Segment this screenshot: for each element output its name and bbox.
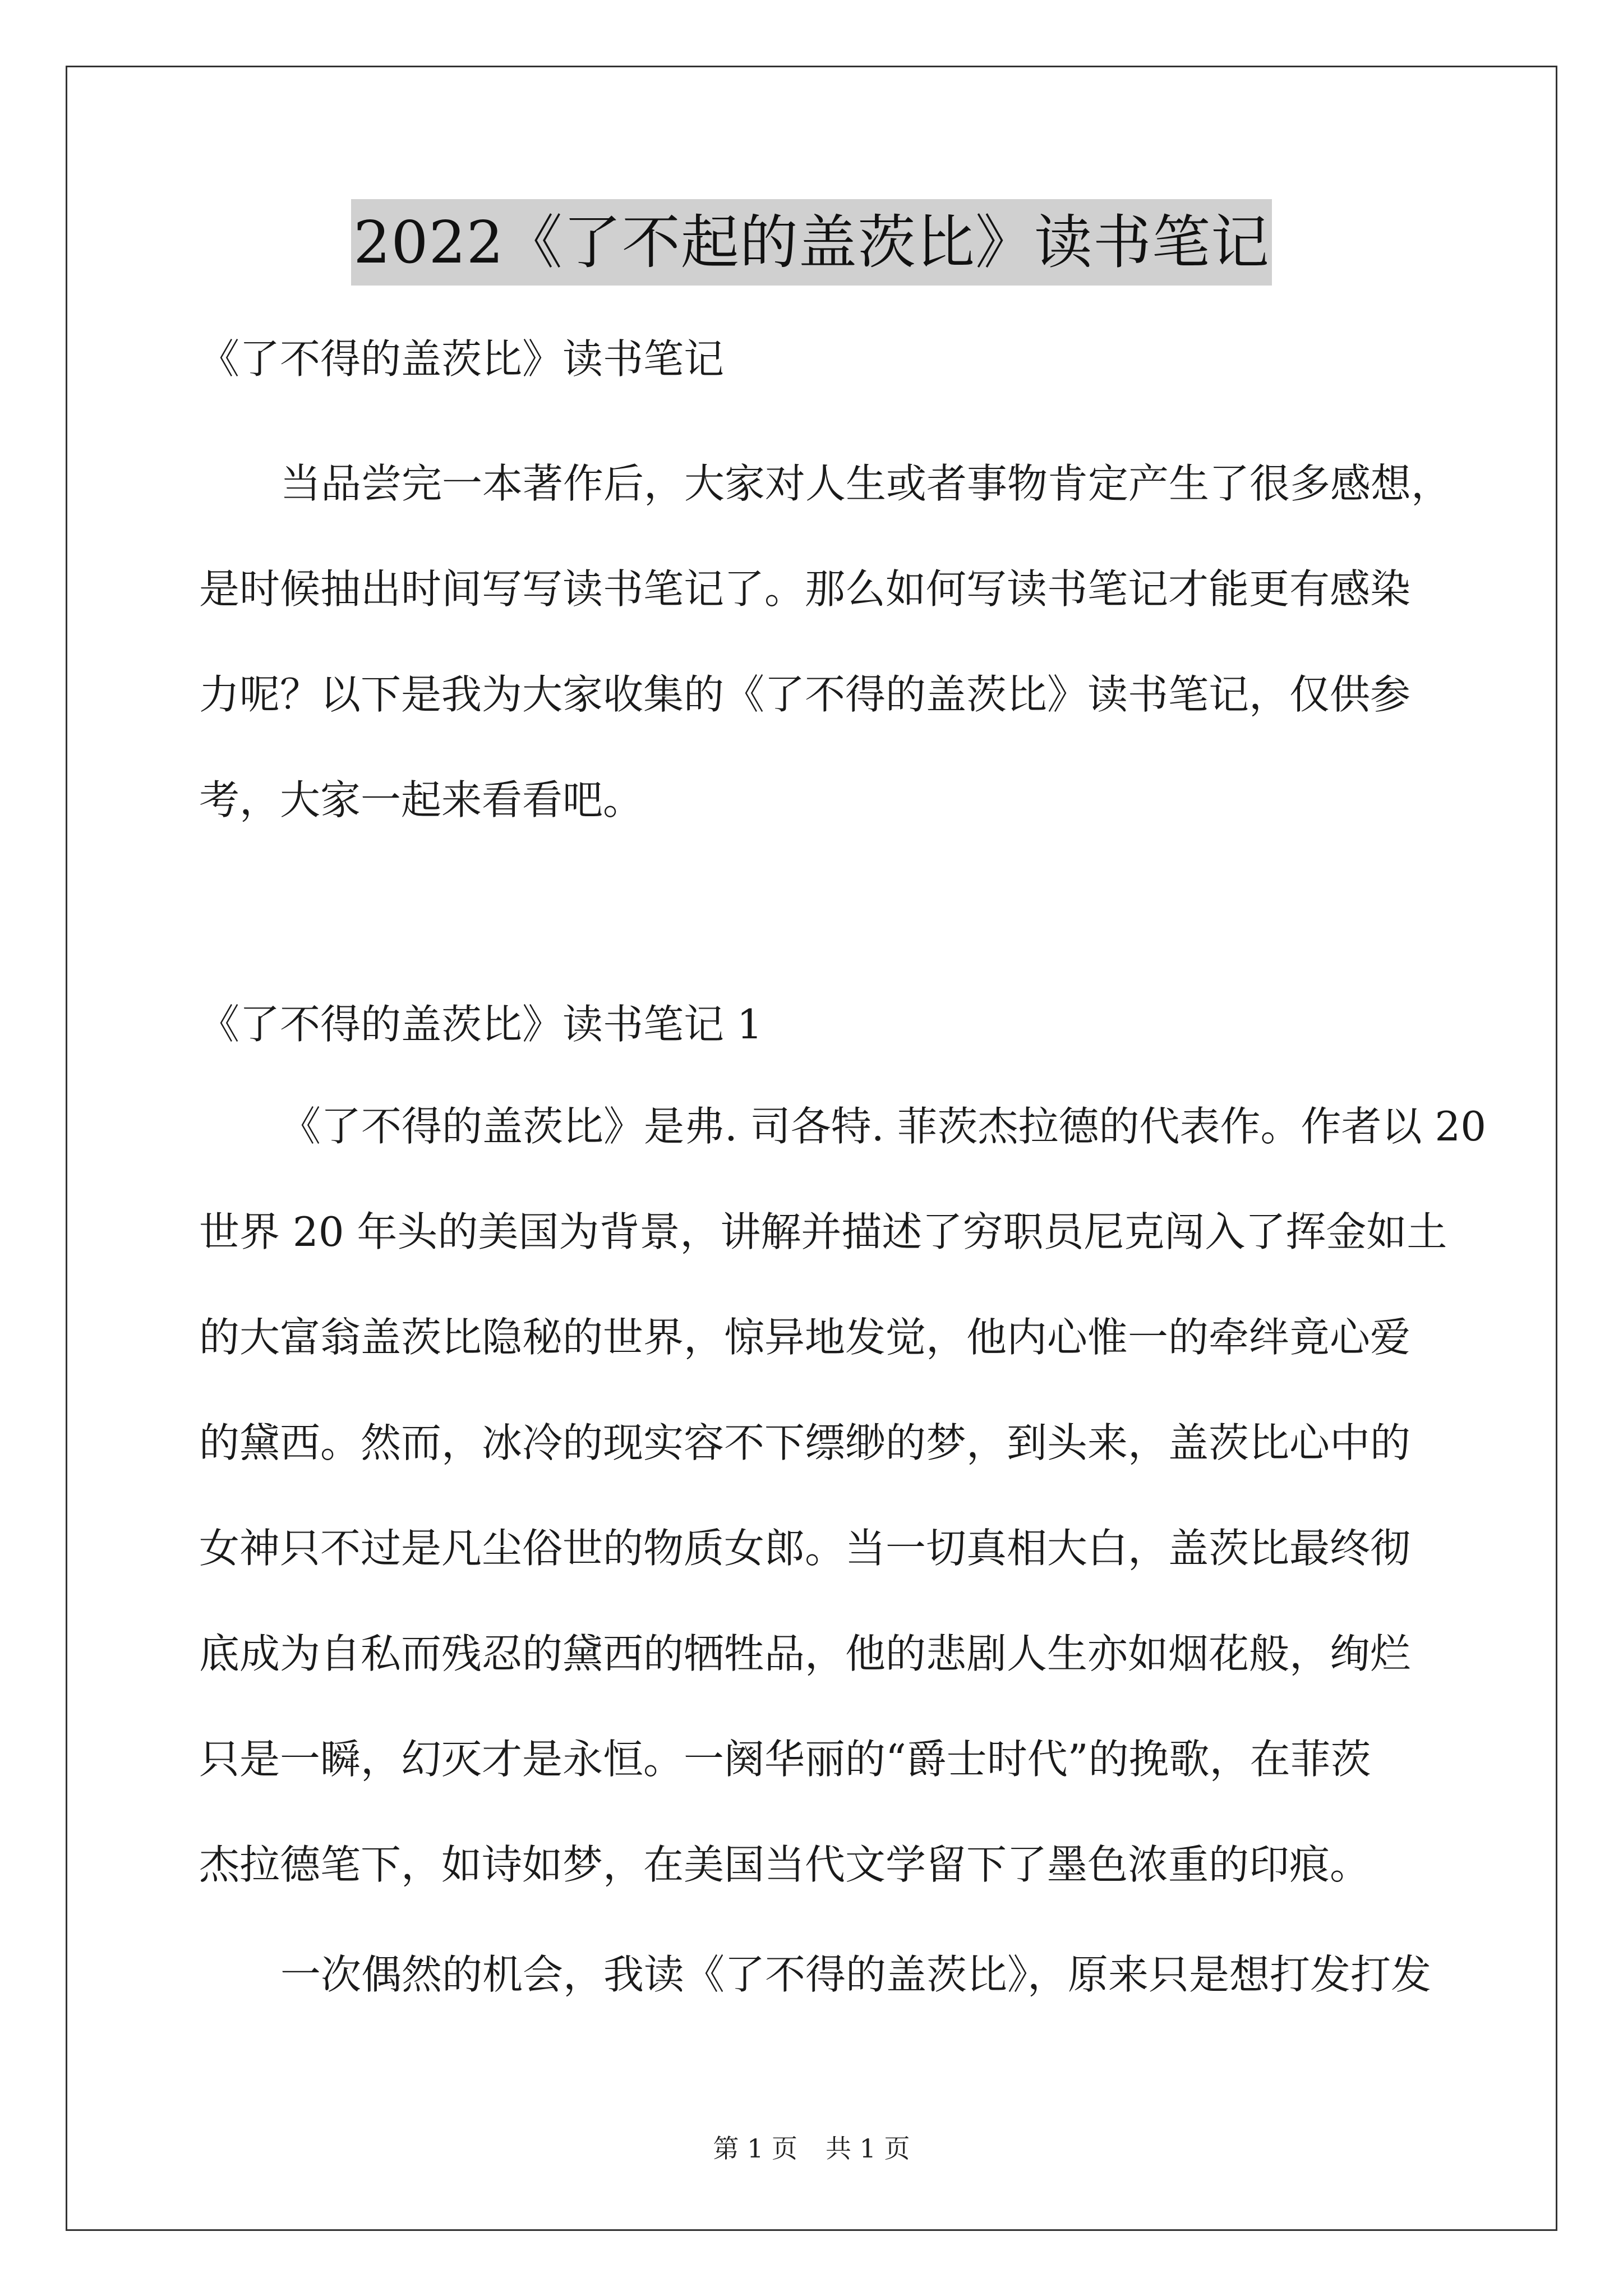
- paragraph-line: 一次偶然的机会，我读《了不得的盖茨比》，原来只是想打发打发: [280, 1951, 1432, 1998]
- paragraph-line: 杰拉德笔下，如诗如梦，在美国当代文学留下了墨色浓重的印痕。: [199, 1841, 1371, 1888]
- paragraph-line: 世界 20 年头的美国为背景，讲解并描述了穷职员尼克闯入了挥金如土: [199, 1208, 1447, 1255]
- paragraph-line: 《了不得的盖茨比》是弗. 司各特. 菲茨杰拉德的代表作。作者以 20: [280, 1103, 1487, 1150]
- page-total: 共 1 页: [826, 2133, 910, 2164]
- section-heading: 《了不得的盖茨比》读书笔记 1: [199, 1001, 763, 1048]
- page-number: 第 1 页: [713, 2133, 797, 2164]
- paragraph-line: 力呢？以下是我为大家收集的《了不得的盖茨比》读书笔记，仅供参: [199, 671, 1411, 718]
- paragraph-line: 的黛西。然而，冰冷的现实容不下缥缈的梦，到头来，盖茨比心中的: [199, 1419, 1411, 1466]
- paragraph-line: 考，大家一起来看看吧。: [199, 776, 644, 823]
- paragraph-line: 女神只不过是凡尘俗世的物质女郎。当一切真相大白，盖茨比最终彻: [199, 1525, 1411, 1572]
- title-container: [0, 199, 1623, 286]
- paragraph-line: 的大富翁盖茨比隐秘的世界，惊异地发觉，他内心惟一的牵绊竟心爱: [199, 1314, 1411, 1361]
- paragraph-line: 当品尝完一本著作后，大家对人生或者事物肯定产生了很多感想，: [280, 460, 1452, 507]
- paragraph-line: 只是一瞬，幻灭才是永恒。一阕华丽的“爵士时代”的挽歌，在菲茨: [199, 1736, 1371, 1783]
- document-title: 2022《了不起的盖茨比》读书笔记: [351, 199, 1272, 286]
- paragraph-line: 底成为自私而残忍的黛西的牺牲品，他的悲剧人生亦如烟花般，绚烂: [199, 1630, 1411, 1677]
- page-footer: [0, 2132, 1623, 2165]
- paragraph-line: 是时候抽出时间写写读书笔记了。那么如何写读书笔记才能更有感染: [199, 565, 1411, 613]
- section-heading: 《了不得的盖茨比》读书笔记: [199, 335, 725, 383]
